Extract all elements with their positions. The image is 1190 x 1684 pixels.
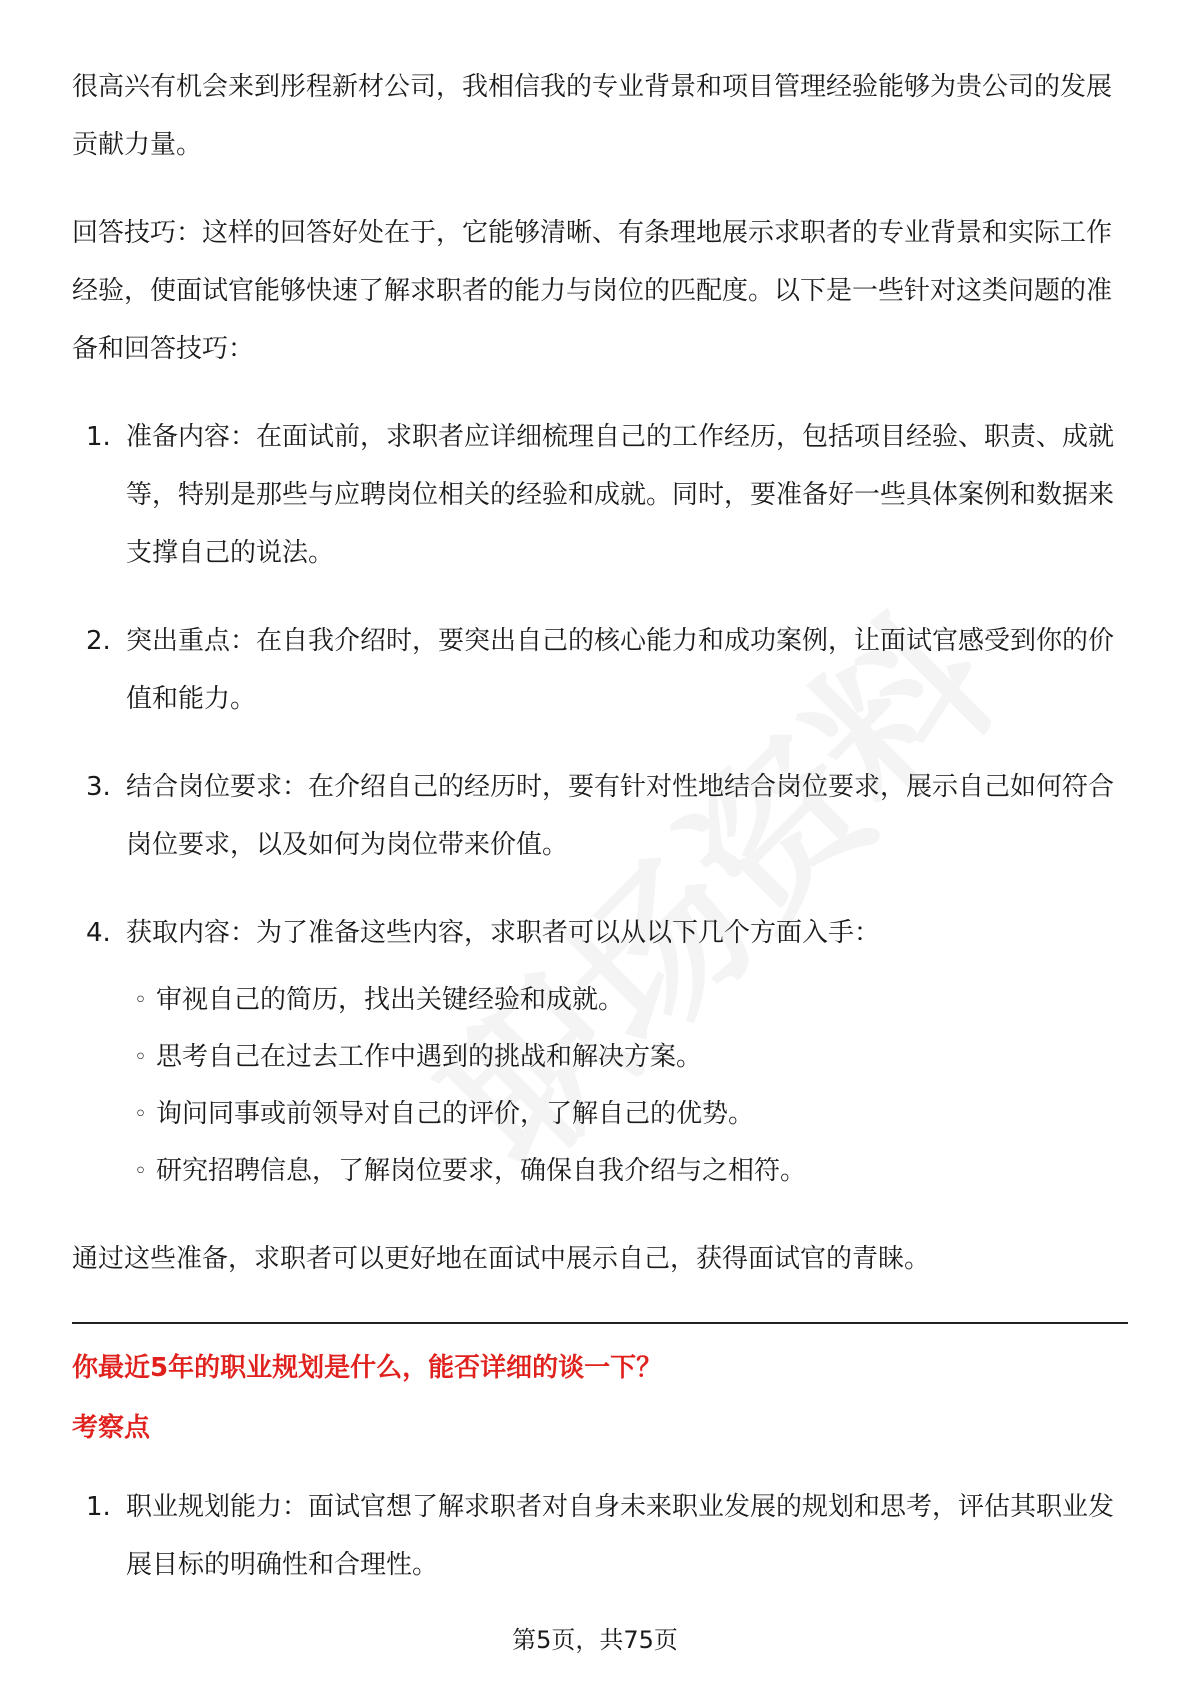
sub-item-text: 审视自己的简历，找出关键经验和成就。 (156, 985, 625, 1015)
section-label: 考察点 (72, 1413, 151, 1443)
list-item (72, 612, 1128, 728)
sub-list-item (126, 1029, 1128, 1086)
list-number: 4. (86, 918, 111, 948)
page-footer: 第5页，共75页 (512, 1626, 678, 1654)
sub-list-item (126, 1143, 1128, 1200)
tips-list (72, 408, 1128, 1200)
list-item (72, 758, 1128, 874)
sub-list-item (126, 1086, 1128, 1143)
bullet-icon: ◦ (134, 1102, 147, 1127)
list-number: 2. (86, 626, 111, 656)
section-divider (72, 1322, 1128, 1324)
list-item-text: 结合岗位要求：在介绍自己的经历时，要有针对性地结合岗位要求，展示自己如何符合岗位要求，以及如何为岗位带来价值。 (126, 772, 1115, 860)
sub-item-text: 思考自己在过去工作中遇到的挑战和解决方案。 (156, 1042, 703, 1072)
list-item-text: 准备内容：在面试前，求职者应详细梳理自己的工作经历，包括项目经验、职责、成就等，特别是那些与应聘岗位相关的经验和成就。同时，要准备好一些具体案例和数据来支撑自己的说法。 (126, 422, 1115, 568)
bullet-icon: ◦ (134, 1045, 147, 1070)
list-item (72, 408, 1128, 582)
list-item-text: 突出重点：在自我介绍时，要突出自己的核心能力和成功案例，让面试官感受到你的价值和能力。 (126, 626, 1115, 714)
list-number: 1. (86, 422, 111, 452)
list-item-text: 职业规划能力：面试官想了解求职者对自身未来职业发展的规划和思考，评估其职业发展目标的明确性和合理性。 (126, 1492, 1115, 1580)
list-number: 3. (86, 772, 111, 802)
list-item-text: 获取内容：为了准备这些内容，求职者可以从以下几个方面入手： (126, 918, 881, 948)
list-number: 1. (86, 1492, 111, 1522)
sub-item-text: 研究招聘信息，了解岗位要求，确保自我介绍与之相符。 (156, 1156, 807, 1186)
intro-paragraph: 很高兴有机会来到彤程新材公司，我相信我的专业背景和项目管理经验能够为贵公司的发展贡献力量。 (72, 72, 1113, 160)
sub-item-text: 询问同事或前领导对自己的评价，了解自己的优势。 (156, 1099, 755, 1129)
sub-list-item (126, 972, 1128, 1029)
list-item (72, 904, 1128, 1200)
tips-paragraph: 回答技巧：这样的回答好处在于，它能够清晰、有条理地展示求职者的专业背景和实际工作经验，使面试官能够快速了解求职者的能力与岗位的匹配度。以下是一些针对这类问题的准备和回答技巧： (72, 218, 1113, 364)
bullet-icon: ◦ (134, 1159, 147, 1184)
bullet-icon: ◦ (134, 988, 147, 1013)
closing-paragraph: 通过这些准备，求职者可以更好地在面试中展示自己，获得面试官的青睐。 (72, 1244, 931, 1274)
page-content (72, 58, 1128, 1624)
question-title: 你最近5年的职业规划是什么，能否详细的谈一下？ (72, 1353, 663, 1383)
list-item (72, 1478, 1128, 1594)
points-list (72, 1478, 1128, 1594)
sub-list (126, 972, 1128, 1200)
